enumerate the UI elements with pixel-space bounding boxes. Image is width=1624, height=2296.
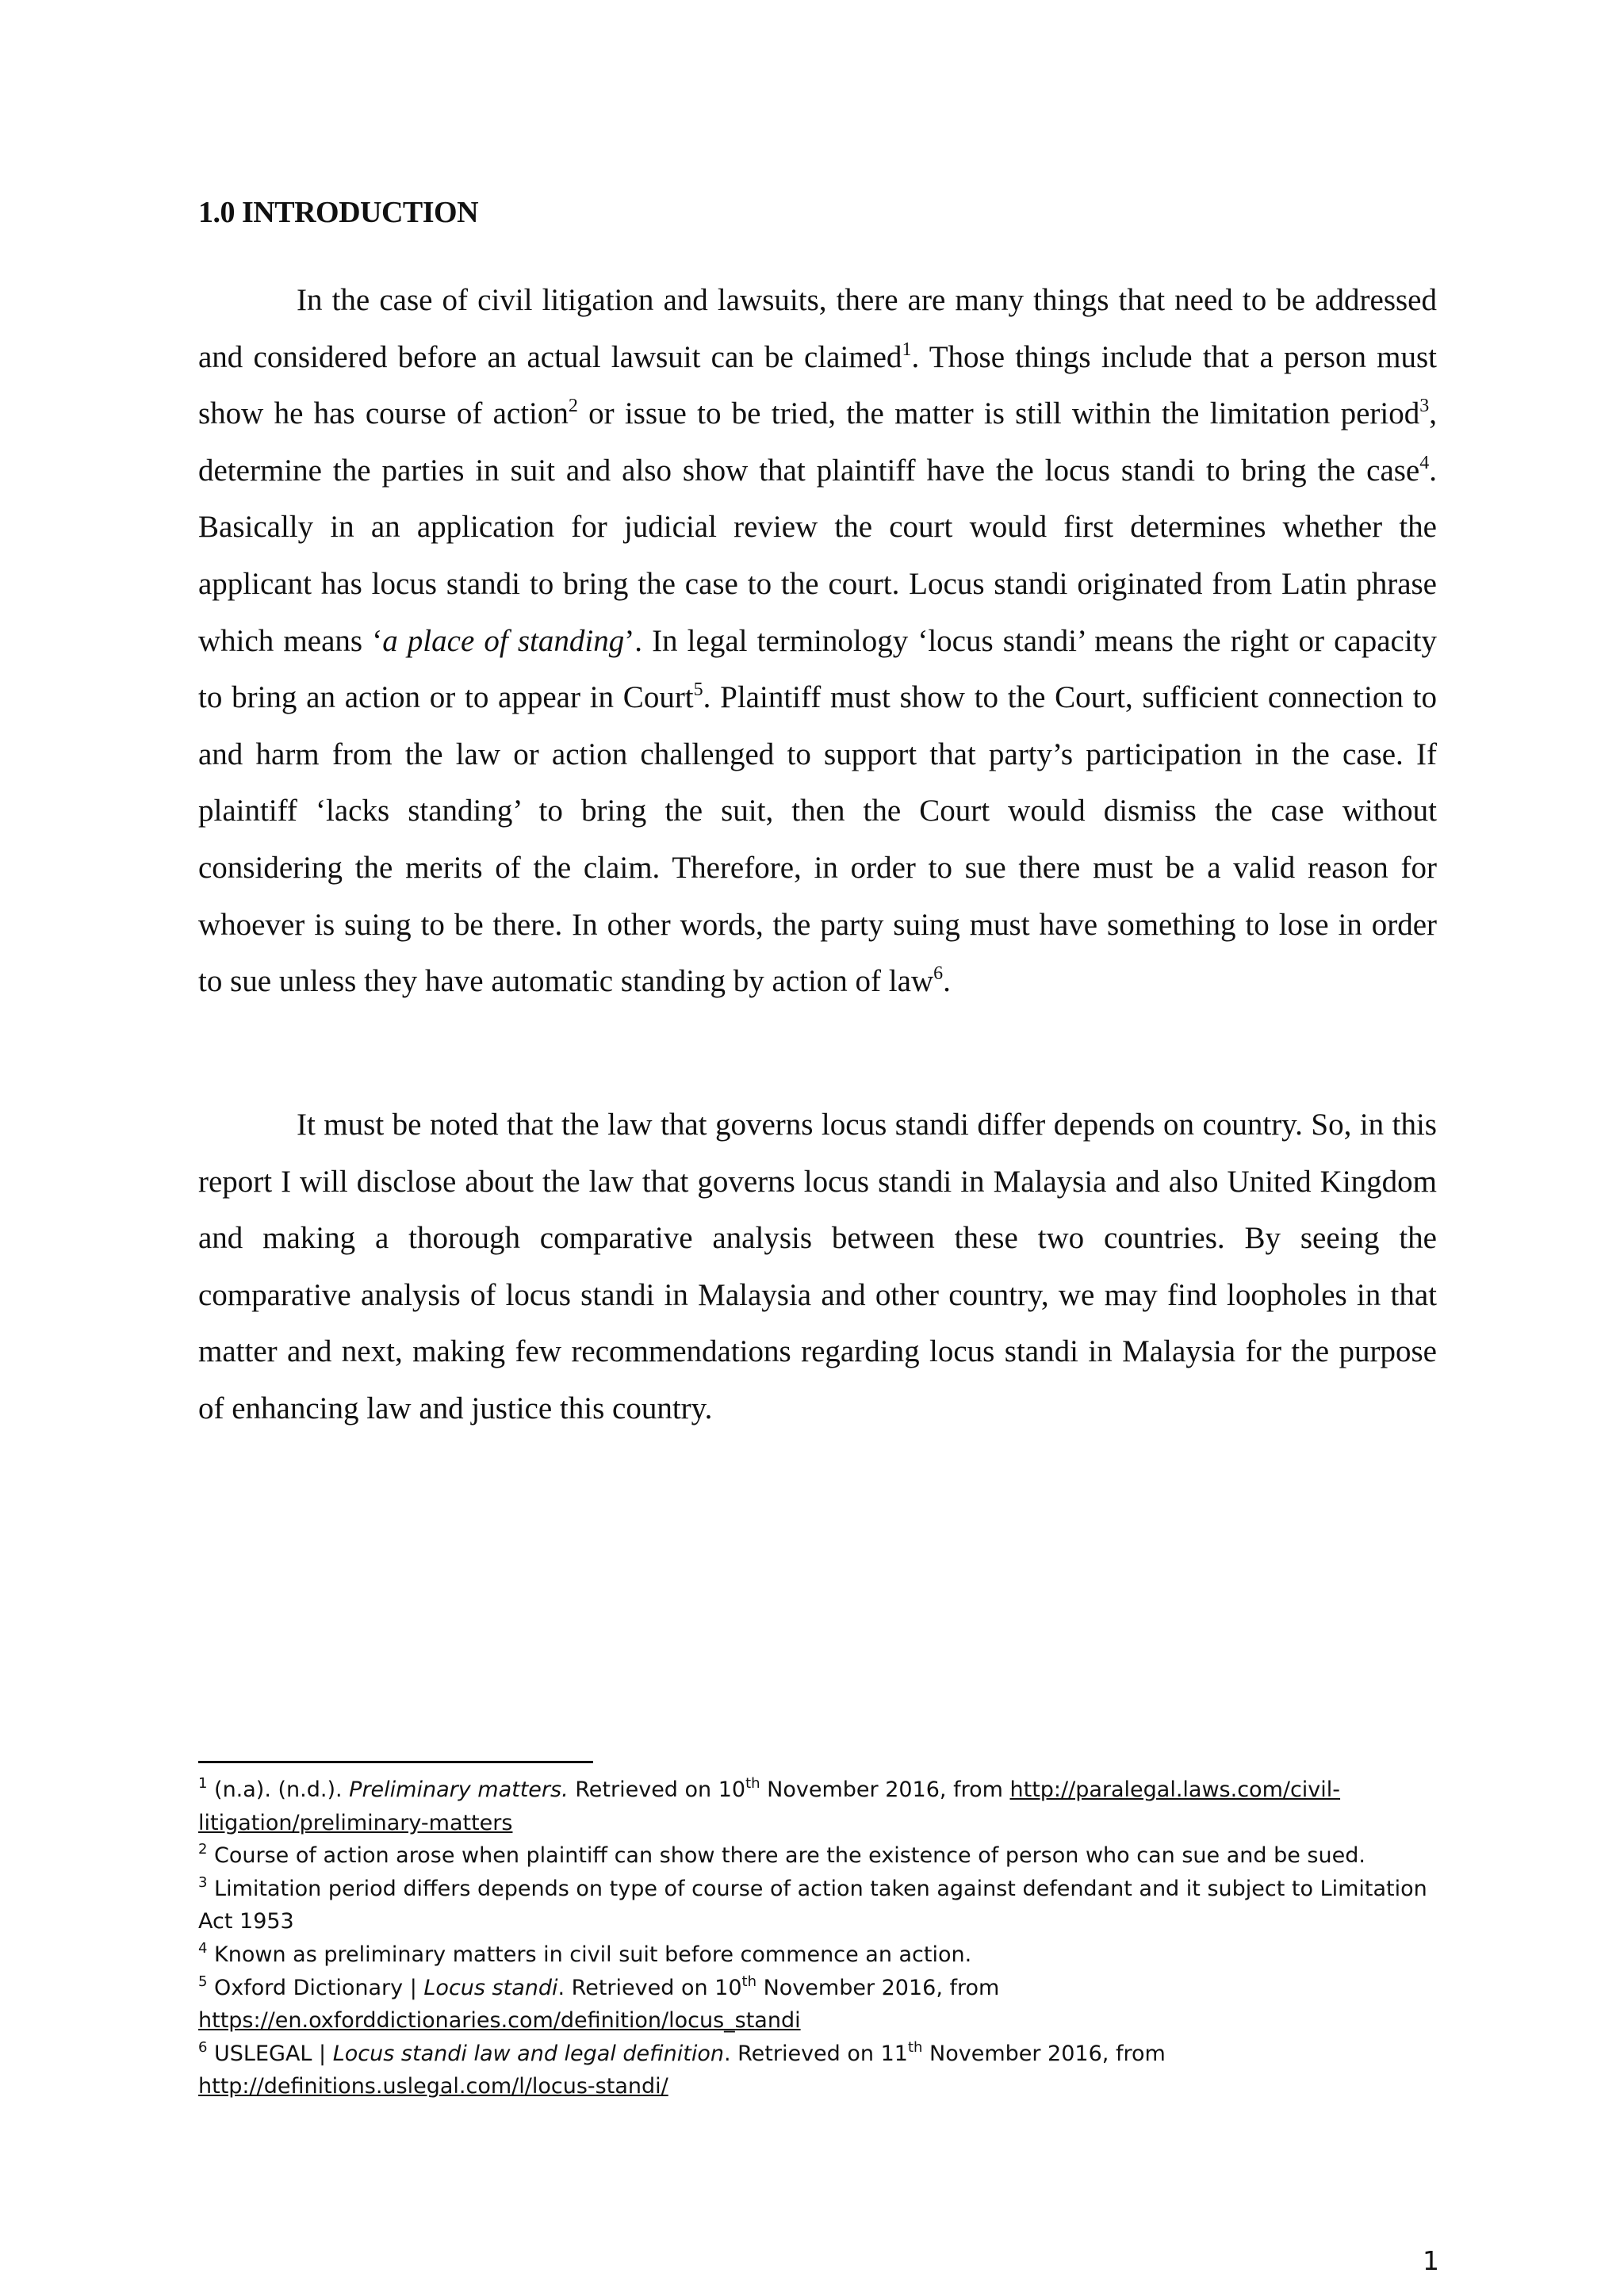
footnote-text: Course of action arose when plaintiff can show there are the existence of person who can sue and be sued. xyxy=(207,1843,1365,1869)
footnote-title: Locus standi law and legal definition xyxy=(332,2041,724,2066)
footnote-number: 3 xyxy=(198,1873,208,1891)
para1-text-8: . xyxy=(943,964,951,999)
footnote-title: Locus standi xyxy=(423,1975,558,2000)
para1-emphasis: a place of standing xyxy=(382,623,625,658)
footnote-1 xyxy=(198,1774,1447,1839)
footnote-number: 1 xyxy=(198,1775,208,1792)
footnote-link-1[interactable]: http://paralegal.laws.com/civil-litigation/preliminary-matters xyxy=(198,1777,1341,1835)
footnote-number: 6 xyxy=(198,2038,208,2056)
footnote-ref-2[interactable]: 2 xyxy=(568,396,578,417)
page-number: 1 xyxy=(1423,2245,1439,2276)
para2-text: It must be noted that the law that governs locus standi differ depends on country. So, in this report I will disclose about the law that governs locus standi in Malaysia and also United Kingdom and making a thorough comparative analysis between these two countries. By seeing the comparative analysis of locus standi in Malaysia and other country, we may find loopholes in that matter and next, making few recommendations regarding locus standi in Malaysia for the purpose of enhancing law and justice this country. xyxy=(198,1108,1437,1425)
footnote-2 xyxy=(198,1839,1447,1873)
footnote-text: (n.a). (n.d.). xyxy=(207,1777,350,1802)
footnote-number: 5 xyxy=(198,1973,208,1990)
section-heading: 1.0 INTRODUCTION xyxy=(198,196,479,229)
footnote-ref-4[interactable]: 4 xyxy=(1419,452,1430,473)
footnote-title: Preliminary matters. xyxy=(349,1777,569,1802)
ordinal-suffix: th xyxy=(741,1973,756,1990)
footnote-text: Retrieved on 10 xyxy=(568,1777,746,1802)
para1-text-7: . Plaintiff must show to the Court, sufficient connection to and harm from the law or action challenged to support that party’s participation in the case. If plaintiff ‘lacks standing’ to bring the suit, then the Court would dismiss the case without considering the merits of the claim. Therefore, in order to sue there must be a valid reason for whoever is suing to be there. In other words, the party suing must have something to lose in order to sue unless they have automatic standing by action of law xyxy=(198,680,1438,999)
footnote-number: 2 xyxy=(198,1841,208,1858)
footnote-text: November 2016, from xyxy=(756,1975,1000,2000)
footnote-ref-5[interactable]: 5 xyxy=(693,679,703,701)
para1-text-4: , determine the parties in suit and also show that plaintiff have the locus standi to bring the case xyxy=(198,396,1438,488)
footnote-5 xyxy=(198,1972,1447,2038)
footnote-4 xyxy=(198,1938,1447,1972)
footnote-text: Oxford Dictionary | xyxy=(207,1975,424,2000)
footnote-text: November 2016, from xyxy=(760,1777,1010,1802)
footnote-text: . Retrieved on 11 xyxy=(723,2041,908,2066)
footnote-6 xyxy=(198,2038,1447,2103)
footnote-link-6[interactable]: http://definitions.uslegal.com/l/locus-standi/ xyxy=(198,2074,668,2099)
ordinal-suffix: th xyxy=(745,1775,760,1792)
para1-text-5: . Basically in an application for judicial review the court would first determines whether the applicant has locus standi to bring the case to the court. Locus standi originated from Latin phrase which means ‘ xyxy=(198,453,1437,658)
footnote-number: 4 xyxy=(198,1939,208,1957)
footnote-text: USLEGAL | xyxy=(207,2041,333,2066)
footnote-ref-6[interactable]: 6 xyxy=(933,963,944,985)
footnote-link-5[interactable]: https://en.oxforddictionaries.com/definition/locus_standi xyxy=(198,2008,801,2034)
para1-text-1: In the case of civil litigation and lawsuits, there are many things that need to be addressed and considered before an actual lawsuit can be claimed xyxy=(198,283,1437,374)
footnote-text: . Retrieved on 10 xyxy=(557,1975,742,2000)
footnote-text: November 2016, from xyxy=(922,2041,1166,2066)
body-paragraph-1 xyxy=(198,272,1437,1010)
footnote-ref-3[interactable]: 3 xyxy=(1419,396,1430,417)
para1-text-2: . Those things include that a person must show he has course of action xyxy=(198,339,1437,431)
footnote-text: Known as preliminary matters in civil suit before commence an action. xyxy=(207,1942,972,1967)
para1-text-6: ’. In legal terminology ‘locus standi’ means the right or capacity to bring an action or to appear in Court xyxy=(198,623,1437,715)
footnote-text: Limitation period differs depends on type of course of action taken against defendant and it subject to Limitation Act 1953 xyxy=(198,1876,1427,1934)
footnote-3 xyxy=(198,1873,1447,1938)
para1-text-3: or issue to be tried, the matter is still within the limitation period xyxy=(577,396,1420,431)
body-paragraph-2 xyxy=(198,1096,1437,1437)
footnote-separator xyxy=(198,1761,593,1763)
ordinal-suffix: th xyxy=(907,2038,923,2056)
footnotes xyxy=(198,1774,1447,2103)
footnote-ref-1[interactable]: 1 xyxy=(902,339,912,360)
